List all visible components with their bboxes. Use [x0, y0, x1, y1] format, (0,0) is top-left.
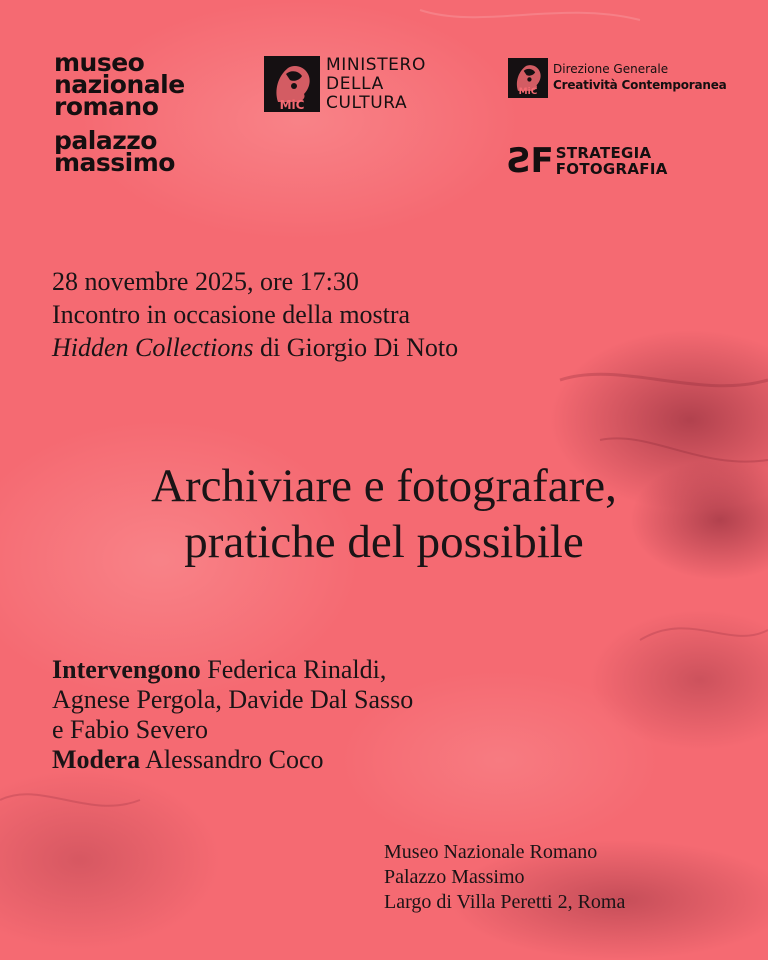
- sf-mark-icon: SF: [510, 141, 550, 181]
- wordmark-line: Creatività Contemporanea: [553, 78, 727, 92]
- venue-line: Museo Nazionale Romano: [384, 841, 598, 863]
- title-line: Archiviare e fotografare,: [151, 460, 617, 512]
- logo-line: museo: [54, 48, 145, 77]
- wordmark-line: Direzione Generale: [553, 62, 669, 76]
- speakers-text: Agnese Pergola, Davide Dal Sasso: [52, 685, 414, 714]
- venue-line: Largo di Villa Peretti 2, Roma: [384, 891, 626, 913]
- speakers-text: e Fabio Severo: [52, 715, 208, 744]
- wordmark-line: FOTOGRAFIA: [555, 160, 668, 178]
- wordmark-line: CULTURA: [326, 93, 408, 113]
- logo-line: romano: [54, 92, 159, 121]
- mic-emblem-icon: [264, 56, 320, 112]
- moderator-label: Modera: [52, 745, 141, 774]
- speakers-label: Intervengono: [52, 655, 201, 684]
- direzione-generale-logo: [508, 58, 727, 98]
- exhibition-title: Hidden Collections: [52, 333, 254, 362]
- logo-line: massimo: [54, 148, 175, 177]
- strategia-fotografia-logo: [510, 141, 668, 181]
- logo-line: palazzo: [54, 126, 157, 155]
- event-intro: [52, 265, 458, 364]
- wordmark-line: STRATEGIA: [555, 144, 652, 162]
- event-title: [0, 458, 768, 570]
- strategia-wordmark: [556, 145, 668, 177]
- emblem-label: MiC: [518, 87, 538, 97]
- logo-line: nazionale: [54, 70, 185, 99]
- event-date: 28 novembre 2025, ore 17:30: [52, 267, 359, 296]
- wordmark-line: MINISTERO: [326, 55, 426, 75]
- venue-line: Palazzo Massimo: [384, 866, 525, 888]
- direzione-wordmark: [553, 61, 727, 93]
- exhibition-author: di Giorgio Di Noto: [253, 333, 459, 362]
- venue-address: [384, 840, 625, 915]
- moderator-name: Alessandro Coco: [140, 745, 324, 774]
- speakers-text: Federica Rinaldi,: [200, 655, 387, 684]
- title-line: pratiche del possibile: [184, 516, 584, 568]
- ministero-cultura-logo: [264, 56, 426, 113]
- wordmark-line: DELLA: [326, 74, 384, 94]
- ministero-wordmark: [326, 56, 426, 113]
- event-occasion: Incontro in occasione della mostra: [52, 300, 411, 329]
- exhibition-line: [52, 331, 458, 364]
- emblem-label: MiC: [279, 98, 305, 112]
- museo-nazionale-romano-logo: [54, 48, 185, 177]
- speakers-block: [52, 655, 413, 775]
- mic-emblem-icon: [508, 58, 548, 98]
